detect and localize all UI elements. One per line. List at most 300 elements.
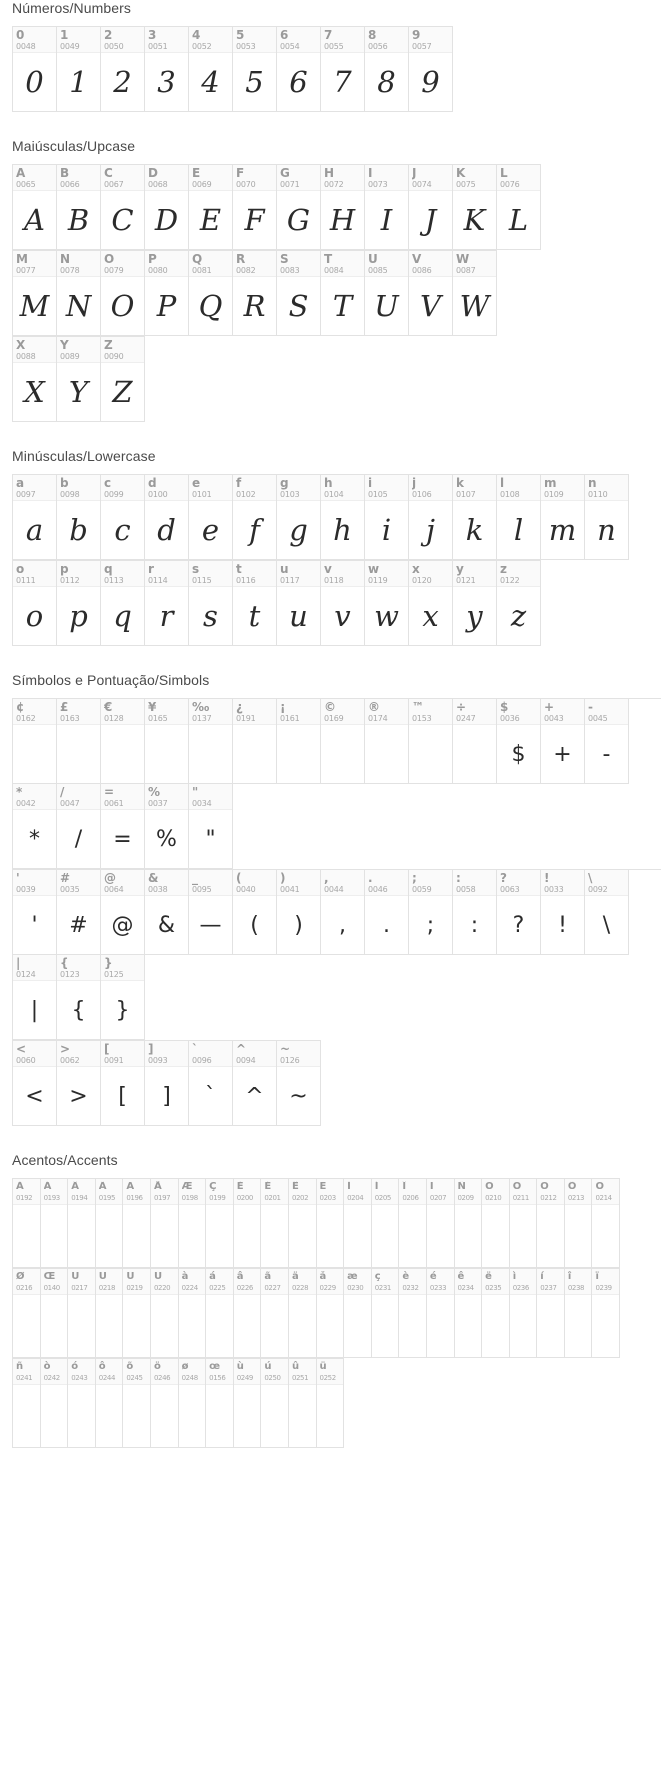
- glyph-cell[interactable]: [317, 1269, 345, 1358]
- glyph-cell[interactable]: [261, 1359, 289, 1448]
- glyph-cell[interactable]: [233, 1041, 277, 1126]
- glyph-cell[interactable]: [365, 561, 409, 646]
- glyph-cell[interactable]: [365, 699, 409, 784]
- glyph-cell[interactable]: [321, 165, 365, 250]
- glyph-cell[interactable]: [179, 1359, 207, 1448]
- glyph-char-label: 4: [192, 29, 201, 42]
- glyph-cell-header: [123, 1269, 150, 1295]
- glyph-cell-header: [57, 27, 100, 53]
- glyph-cell-header: [101, 165, 144, 191]
- glyph-cell[interactable]: [277, 27, 321, 112]
- glyph-cell[interactable]: [13, 1359, 41, 1448]
- glyph-cell-header: [101, 475, 144, 501]
- glyph-cell-header: [13, 955, 56, 981]
- glyph-cell[interactable]: [455, 1269, 483, 1358]
- glyph-code-label: 0241: [16, 1374, 33, 1382]
- glyph-code-label: 0235: [485, 1284, 502, 1292]
- glyph-code-label: 0040: [236, 885, 256, 894]
- glyph-cell[interactable]: [151, 1269, 179, 1358]
- glyph-cell[interactable]: [592, 1269, 620, 1358]
- glyph-code-label: 0041: [280, 885, 300, 894]
- glyph-code-label: 0214: [595, 1194, 612, 1202]
- glyph-cell-header: [57, 870, 100, 896]
- glyph-cell[interactable]: [510, 1179, 538, 1268]
- glyph-code-label: 0191: [236, 714, 256, 723]
- glyph-cell[interactable]: [13, 27, 57, 112]
- glyph-cell[interactable]: [482, 1269, 510, 1358]
- glyph-cell[interactable]: [57, 870, 101, 955]
- glyph-cell[interactable]: [13, 699, 57, 784]
- glyph-preview: [321, 725, 364, 783]
- glyph-cell[interactable]: [261, 1269, 289, 1358]
- glyph-preview: v: [334, 599, 351, 633]
- glyph-cell[interactable]: [151, 1359, 179, 1448]
- glyph-char-label: (: [236, 872, 242, 885]
- glyph-char-label: ~: [280, 1043, 291, 1056]
- glyph-code-label: 0053: [236, 42, 256, 51]
- glyph-cell[interactable]: [261, 1179, 289, 1268]
- glyph-cell-header: [57, 955, 100, 981]
- glyph-cell[interactable]: [189, 561, 233, 646]
- glyph-cell[interactable]: [497, 165, 541, 250]
- glyph-char-label: Ú: [98, 1271, 107, 1282]
- glyph-cell[interactable]: [365, 870, 409, 955]
- glyph-cell[interactable]: [13, 1041, 57, 1126]
- glyph-grid-row: [12, 164, 541, 250]
- glyph-grid-row: [12, 869, 661, 1040]
- glyph-cell[interactable]: [145, 165, 189, 250]
- glyph-cell[interactable]: [592, 1179, 620, 1268]
- glyph-cell[interactable]: [277, 1041, 321, 1126]
- glyph-cell[interactable]: [409, 699, 453, 784]
- glyph-code-label: 0218: [98, 1284, 115, 1292]
- glyph-cell[interactable]: [13, 1269, 41, 1358]
- glyph-preview: [317, 1205, 344, 1267]
- glyph-cell-header: [317, 1269, 344, 1295]
- glyph-preview: k: [465, 513, 484, 547]
- glyph-code-label: 0080: [148, 266, 168, 275]
- glyph-cell[interactable]: [289, 1269, 317, 1358]
- glyph-cell[interactable]: [233, 699, 277, 784]
- glyph-cell[interactable]: [453, 251, 497, 336]
- glyph-cell-header: [101, 27, 144, 53]
- glyph-code-label: 0056: [368, 42, 388, 51]
- section-title: Acentos/Accents: [12, 1152, 118, 1168]
- glyph-cell[interactable]: [233, 165, 277, 250]
- glyph-preview: [41, 1295, 68, 1357]
- glyph-cell[interactable]: [541, 699, 585, 784]
- glyph-cell[interactable]: [101, 699, 145, 784]
- glyph-cell-header: [537, 1179, 564, 1205]
- glyph-cell-header: [101, 699, 144, 725]
- glyph-code-label: 0102: [236, 490, 256, 499]
- glyph-preview: p: [69, 599, 88, 633]
- glyph-cell[interactable]: [41, 1179, 69, 1268]
- glyph-cell[interactable]: [497, 699, 541, 784]
- glyph-cell[interactable]: [565, 1179, 593, 1268]
- glyph-cell[interactable]: [277, 475, 321, 560]
- glyph-cell[interactable]: [206, 1269, 234, 1358]
- glyph-cell[interactable]: [189, 165, 233, 250]
- glyph-cell-header: [41, 1359, 68, 1385]
- glyph-preview: [344, 1205, 371, 1267]
- glyph-cell-header: [453, 251, 496, 277]
- glyph-code-label: 0206: [402, 1194, 419, 1202]
- glyph-cell[interactable]: [101, 1041, 145, 1126]
- glyph-cell[interactable]: [101, 337, 145, 422]
- glyph-cell[interactable]: [482, 1179, 510, 1268]
- glyph-char-label: é: [429, 1271, 437, 1282]
- glyph-char-label: K: [456, 167, 466, 180]
- glyph-cell[interactable]: [145, 699, 189, 784]
- glyph-cell[interactable]: [585, 475, 629, 560]
- glyph-cell[interactable]: [101, 561, 145, 646]
- glyph-cell[interactable]: [541, 870, 585, 955]
- glyph-cell[interactable]: [189, 251, 233, 336]
- glyph-grid-row: [12, 474, 629, 560]
- glyph-cell[interactable]: [145, 561, 189, 646]
- glyph-cell[interactable]: [68, 1269, 96, 1358]
- glyph-char-label: _: [192, 872, 198, 885]
- glyph-cell[interactable]: [189, 1041, 233, 1126]
- glyph-cell[interactable]: [365, 251, 409, 336]
- glyph-grid-row: [12, 1268, 620, 1358]
- glyph-cell[interactable]: [365, 475, 409, 560]
- glyph-char-label: d: [148, 477, 157, 490]
- glyph-cell[interactable]: [427, 1269, 455, 1358]
- glyph-cell[interactable]: [145, 251, 189, 336]
- glyph-cell[interactable]: [277, 699, 321, 784]
- glyph-cell[interactable]: [189, 870, 233, 955]
- glyph-cell[interactable]: [409, 165, 453, 250]
- glyph-cell[interactable]: [277, 561, 321, 646]
- glyph-cell[interactable]: [13, 955, 57, 1040]
- glyph-cell[interactable]: [234, 1359, 262, 1448]
- glyph-cell-header: [399, 1179, 426, 1205]
- glyph-cell[interactable]: [123, 1179, 151, 1268]
- glyph-cell[interactable]: [399, 1179, 427, 1268]
- glyph-cell[interactable]: [189, 699, 233, 784]
- glyph-cell[interactable]: [189, 784, 233, 869]
- glyph-char-label: ì: [512, 1271, 517, 1282]
- glyph-char-label: n: [588, 477, 597, 490]
- glyph-cell[interactable]: [453, 699, 497, 784]
- glyph-code-label: 0046: [368, 885, 388, 894]
- glyph-char-label: ö: [153, 1361, 161, 1372]
- glyph-code-label: 0156: [209, 1374, 226, 1382]
- glyph-cell[interactable]: [537, 1179, 565, 1268]
- glyph-char-label: Ô: [540, 1181, 549, 1192]
- glyph-char-label: j: [412, 477, 417, 490]
- glyph-cell[interactable]: [510, 1269, 538, 1358]
- glyph-cell[interactable]: [289, 1359, 317, 1448]
- glyph-preview: [68, 1205, 95, 1267]
- glyph-cell[interactable]: [101, 870, 145, 955]
- glyph-char-label: È: [236, 1181, 244, 1192]
- glyph-cell[interactable]: [57, 337, 101, 422]
- glyph-cell[interactable]: [234, 1269, 262, 1358]
- glyph-code-label: 0210: [485, 1194, 502, 1202]
- glyph-cell[interactable]: [41, 1269, 69, 1358]
- glyph-char-label: Ö: [595, 1181, 604, 1192]
- glyph-cell[interactable]: [101, 251, 145, 336]
- glyph-preview: &: [157, 912, 176, 938]
- glyph-cell[interactable]: [409, 27, 453, 112]
- glyph-preview: C: [111, 203, 134, 237]
- glyph-preview: [13, 1385, 40, 1447]
- glyph-cell[interactable]: [13, 475, 57, 560]
- glyph-cell[interactable]: [57, 561, 101, 646]
- glyph-code-label: 0063: [500, 885, 520, 894]
- glyph-preview: e: [201, 513, 220, 547]
- glyph-char-label: #: [60, 872, 71, 885]
- glyph-char-label: ;: [412, 872, 417, 885]
- glyph-char-label: ä: [291, 1271, 299, 1282]
- glyph-cell[interactable]: [233, 870, 277, 955]
- glyph-cell[interactable]: [344, 1269, 372, 1358]
- glyph-cell-header: [68, 1179, 95, 1205]
- glyph-cell[interactable]: [233, 27, 277, 112]
- glyph-cell-header: [57, 699, 100, 725]
- glyph-cell[interactable]: [409, 561, 453, 646]
- glyph-cell-header: [13, 475, 56, 501]
- glyph-cell[interactable]: [455, 1179, 483, 1268]
- glyph-cell[interactable]: [277, 165, 321, 250]
- glyph-cell[interactable]: [179, 1179, 207, 1268]
- glyph-cell[interactable]: [13, 784, 57, 869]
- glyph-cell[interactable]: [277, 870, 321, 955]
- glyph-cell[interactable]: [409, 475, 453, 560]
- glyph-cell[interactable]: [372, 1269, 400, 1358]
- glyph-cell[interactable]: [179, 1269, 207, 1358]
- glyph-code-label: 0048: [16, 42, 36, 51]
- glyph-code-label: 0140: [43, 1284, 60, 1292]
- glyph-cell[interactable]: [57, 165, 101, 250]
- glyph-cell-header: [101, 955, 144, 981]
- glyph-cell[interactable]: [13, 1179, 41, 1268]
- glyph-code-label: 0035: [60, 885, 80, 894]
- glyph-cell[interactable]: [317, 1179, 345, 1268]
- glyph-cell[interactable]: [233, 251, 277, 336]
- glyph-preview: [13, 1295, 40, 1357]
- glyph-cell[interactable]: [101, 784, 145, 869]
- glyph-cell[interactable]: [96, 1359, 124, 1448]
- glyph-cell[interactable]: [57, 27, 101, 112]
- glyph-cell[interactable]: [365, 27, 409, 112]
- glyph-char-label: l: [500, 477, 505, 490]
- glyph-cell[interactable]: [453, 870, 497, 955]
- glyph-char-label: w: [368, 563, 380, 576]
- glyph-cell[interactable]: [206, 1359, 234, 1448]
- glyph-cell[interactable]: [497, 475, 541, 560]
- glyph-cell[interactable]: [585, 870, 629, 955]
- glyph-cell[interactable]: [585, 699, 629, 784]
- glyph-char-label: t: [236, 563, 242, 576]
- glyph-cell[interactable]: [497, 870, 541, 955]
- glyph-char-label: [: [104, 1043, 110, 1056]
- glyph-preview: w: [374, 599, 399, 633]
- glyph-char-label: Y: [60, 339, 69, 352]
- glyph-cell[interactable]: [13, 251, 57, 336]
- glyph-preview: x: [422, 599, 439, 633]
- glyph-preview: [261, 1205, 288, 1267]
- glyph-cell[interactable]: [101, 27, 145, 112]
- glyph-cell[interactable]: [537, 1269, 565, 1358]
- glyph-cell[interactable]: [57, 251, 101, 336]
- glyph-cell[interactable]: [541, 475, 585, 560]
- glyph-preview: [289, 1385, 316, 1447]
- glyph-code-label: 0105: [368, 490, 388, 499]
- glyph-cell[interactable]: [565, 1269, 593, 1358]
- glyph-cell[interactable]: [96, 1269, 124, 1358]
- glyph-char-label: ù: [236, 1361, 244, 1372]
- glyph-cell[interactable]: [321, 699, 365, 784]
- glyph-cell[interactable]: [123, 1359, 151, 1448]
- glyph-cell[interactable]: [145, 27, 189, 112]
- glyph-cell-header: [206, 1179, 233, 1205]
- glyph-code-label: 0250: [264, 1374, 281, 1382]
- glyph-cell[interactable]: [57, 475, 101, 560]
- glyph-cell[interactable]: [101, 475, 145, 560]
- glyph-cell-header: [206, 1269, 233, 1295]
- glyph-cell[interactable]: [189, 27, 233, 112]
- glyph-cell[interactable]: [57, 1041, 101, 1126]
- glyph-cell[interactable]: [409, 870, 453, 955]
- glyph-preview: [234, 1295, 261, 1357]
- glyph-cell[interactable]: [13, 870, 57, 955]
- glyph-cell[interactable]: [497, 561, 541, 646]
- glyph-cell[interactable]: [289, 1179, 317, 1268]
- glyph-char-label: û: [291, 1361, 300, 1372]
- glyph-cell-header: [317, 1179, 344, 1205]
- glyph-cell[interactable]: [57, 699, 101, 784]
- glyph-cell[interactable]: [145, 1041, 189, 1126]
- glyph-char-label: ]: [148, 1043, 154, 1056]
- glyph-cell-header: [409, 699, 452, 725]
- glyph-char-label: ÷: [456, 701, 467, 714]
- glyph-cell[interactable]: [453, 475, 497, 560]
- glyph-code-label: 0100: [148, 490, 168, 499]
- glyph-cell[interactable]: [13, 561, 57, 646]
- glyph-cell[interactable]: [453, 165, 497, 250]
- glyph-preview: B: [67, 203, 90, 237]
- glyph-cell-header: [482, 1179, 509, 1205]
- glyph-cell[interactable]: [321, 27, 365, 112]
- glyph-cell[interactable]: [277, 251, 321, 336]
- glyph-char-label: X: [16, 339, 26, 352]
- glyph-cell[interactable]: [57, 784, 101, 869]
- glyph-preview: M: [19, 289, 50, 323]
- glyph-cell[interactable]: [151, 1179, 179, 1268]
- glyph-char-label: E: [192, 167, 201, 180]
- glyph-cell[interactable]: [321, 870, 365, 955]
- glyph-preview: J: [424, 203, 437, 237]
- glyph-cell[interactable]: [372, 1179, 400, 1268]
- glyph-cell[interactable]: [68, 1359, 96, 1448]
- glyph-grid-row: [12, 560, 541, 646]
- glyph-char-label: +: [544, 701, 555, 714]
- glyph-code-label: 0174: [368, 714, 388, 723]
- glyph-cell[interactable]: [189, 475, 233, 560]
- glyph-cell[interactable]: [344, 1179, 372, 1268]
- glyph-cell[interactable]: [101, 955, 145, 1040]
- glyph-preview: 7: [333, 65, 352, 99]
- glyph-cell-header: [13, 1269, 40, 1295]
- glyph-code-label: 0213: [567, 1194, 585, 1202]
- glyph-char-label: 5: [236, 29, 245, 42]
- glyph-cell[interactable]: [101, 165, 145, 250]
- glyph-cell[interactable]: [13, 165, 57, 250]
- glyph-cell-header: [261, 1359, 288, 1385]
- glyph-code-label: 0073: [368, 180, 388, 189]
- glyph-char-label: a: [16, 477, 25, 490]
- glyph-code-label: 0061: [104, 799, 124, 808]
- glyph-cell-header: [233, 1041, 276, 1067]
- glyph-cell[interactable]: [13, 337, 57, 422]
- glyph-preview: W: [459, 289, 490, 323]
- glyph-char-label: O: [104, 253, 115, 266]
- glyph-char-label: Ñ: [457, 1181, 466, 1192]
- glyph-code-label: 0216: [16, 1284, 33, 1292]
- glyph-code-label: 0120: [412, 576, 432, 585]
- glyph-cell[interactable]: [399, 1269, 427, 1358]
- glyph-cell[interactable]: [453, 561, 497, 646]
- glyph-char-label: 0: [16, 29, 25, 42]
- glyph-cell[interactable]: [145, 870, 189, 955]
- glyph-cell[interactable]: [409, 251, 453, 336]
- glyph-cell[interactable]: [365, 165, 409, 250]
- glyph-cell[interactable]: [123, 1269, 151, 1358]
- glyph-preview: r: [159, 599, 174, 633]
- glyph-code-label: 0153: [412, 714, 432, 723]
- glyph-cell[interactable]: [145, 784, 189, 869]
- glyph-preview: @: [111, 912, 134, 938]
- glyph-cell[interactable]: [233, 475, 277, 560]
- glyph-cell[interactable]: [234, 1179, 262, 1268]
- glyph-preview: [455, 1205, 482, 1267]
- glyph-preview: 0: [25, 65, 44, 99]
- glyph-code-label: 0248: [181, 1374, 198, 1382]
- glyph-cell[interactable]: [321, 561, 365, 646]
- glyph-cell[interactable]: [321, 475, 365, 560]
- glyph-code-label: 0059: [412, 885, 432, 894]
- glyph-cell[interactable]: [321, 251, 365, 336]
- glyph-preview: [399, 1295, 426, 1357]
- glyph-cell[interactable]: [145, 475, 189, 560]
- glyph-char-label: W: [456, 253, 470, 266]
- glyph-cell[interactable]: [206, 1179, 234, 1268]
- glyph-preview: [206, 1385, 233, 1447]
- glyph-cell[interactable]: [317, 1359, 345, 1448]
- glyph-code-label: 0246: [153, 1374, 171, 1382]
- glyph-char-label: ¿: [236, 701, 243, 714]
- glyph-cell[interactable]: [57, 955, 101, 1040]
- glyph-cell[interactable]: [427, 1179, 455, 1268]
- glyph-preview: U: [374, 289, 399, 323]
- glyph-cell-header: [365, 561, 408, 587]
- glyph-code-label: 0052: [192, 42, 212, 51]
- glyph-cell[interactable]: [96, 1179, 124, 1268]
- glyph-preview: $: [511, 741, 526, 767]
- glyph-cell[interactable]: [68, 1179, 96, 1268]
- glyph-cell[interactable]: [41, 1359, 69, 1448]
- glyph-char-label: x: [412, 563, 420, 576]
- glyph-cell-header: [96, 1359, 123, 1385]
- glyph-cell-header: [399, 1269, 426, 1295]
- glyph-char-label: ^: [236, 1043, 247, 1056]
- glyph-cell[interactable]: [233, 561, 277, 646]
- glyph-code-label: 0071: [280, 180, 300, 189]
